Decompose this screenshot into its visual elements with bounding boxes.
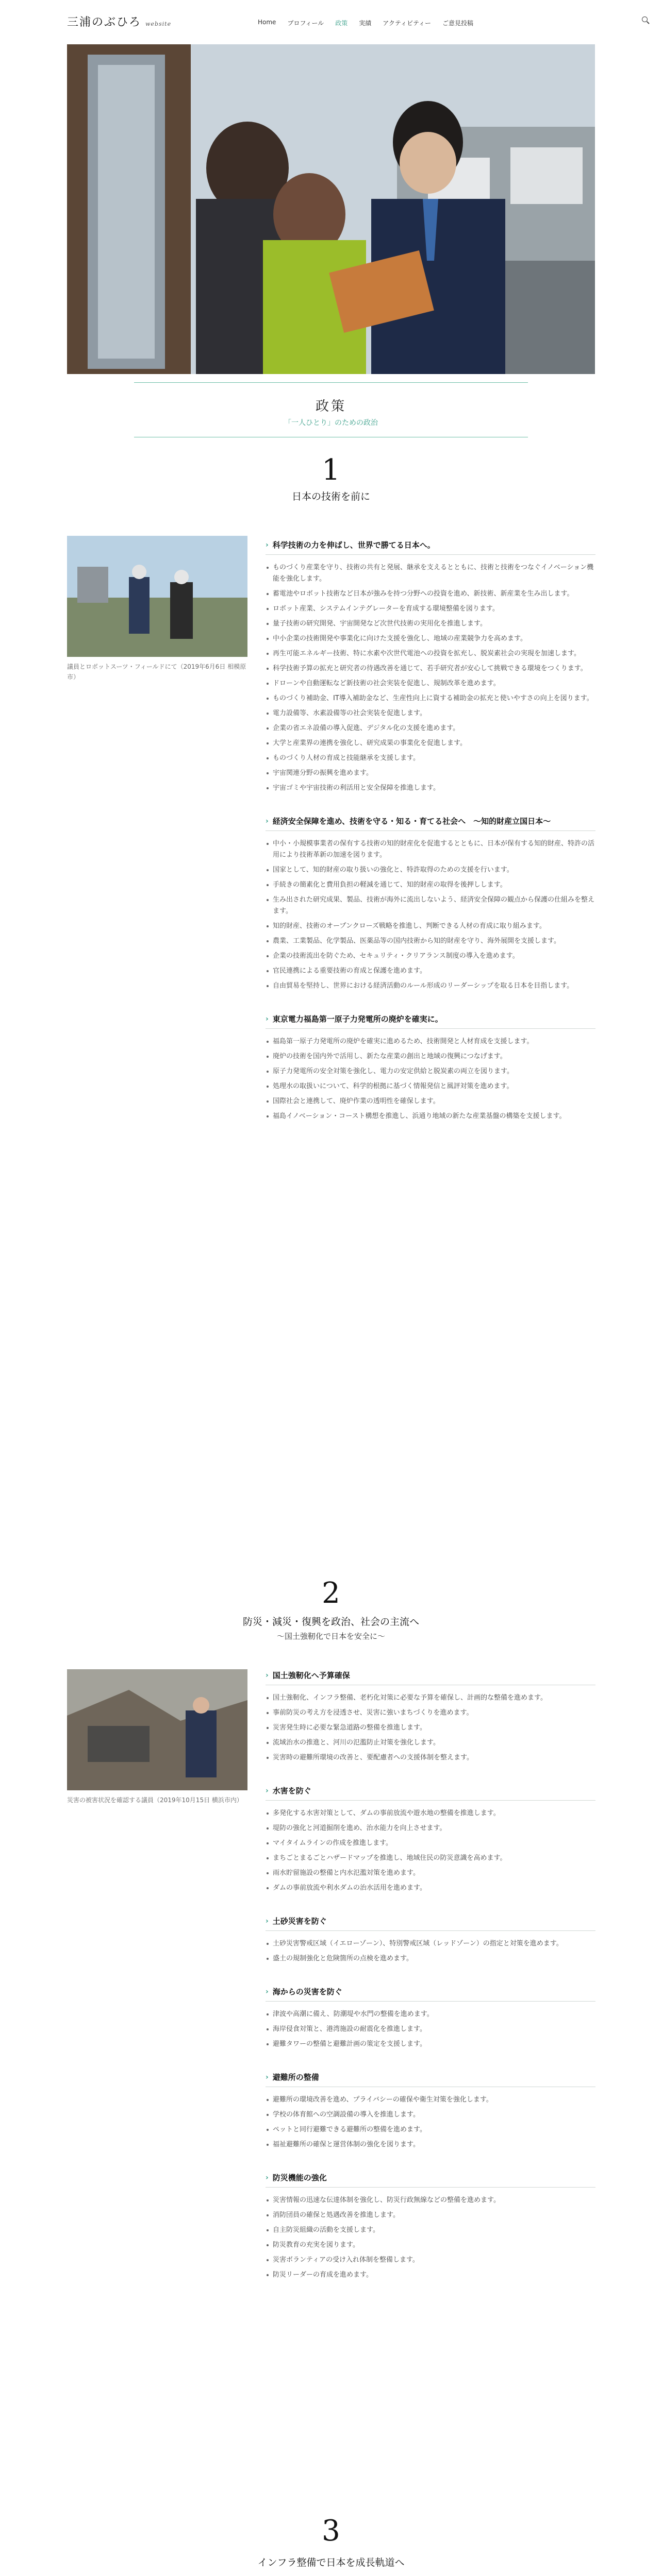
policy-item: ドローンや自動運転など新技術の社会実装を促進し、規制改革を進めます。 (266, 678, 595, 689)
policy-item: 福祉避難所の確保と運営体制の強化を図ります。 (266, 2139, 595, 2150)
title-top-rule (134, 382, 528, 383)
policy-item: 学校の体育館への空調設備の導入を推進します。 (266, 2109, 595, 2121)
policy-item: 防災教育の充実を図ります。 (266, 2240, 595, 2251)
logo-text: 三浦のぶひろ (67, 16, 142, 29)
chevron-right-icon: › (266, 817, 269, 825)
section-1-title-text: 日本の技術を前に (291, 491, 370, 502)
heading-divider (266, 2001, 595, 2002)
policy-heading: › 国土強靭化へ予算確保 (266, 1669, 595, 1682)
policy-heading: › 防災機能の強化 (266, 2172, 595, 2184)
policy-item: 防災リーダーの育成を進めます。 (266, 2269, 595, 2281)
policy-item: ロボット産業、システムインテグレーターを育成する環境整備を図ります。 (266, 603, 595, 615)
section-1-title (0, 489, 662, 504)
section-2-caption: 災害の被害状況を確認する議員（2019年10月15日 横浜市内） (67, 1797, 243, 1804)
nav-activity[interactable]: アクティビティー (383, 20, 432, 27)
policy-heading: › 避難所の整備 (266, 2071, 595, 2083)
page-subtitle: 「一人ひとり」のための政治 (284, 419, 378, 427)
policy-item: ペットと同行避難できる避難所の整備を進めます。 (266, 2124, 595, 2136)
policy-item: マイタイムラインの作成を推進します。 (266, 1838, 595, 1849)
policy-heading: › 東京電力福島第一原子力発電所の廃炉を確実に。 (266, 1013, 595, 1025)
policy-item: 生み出された研究成果、製品、技術が海外に流出しないよう、経済安全保障の観点から保護の仕組みを整えます。 (266, 894, 595, 917)
heading-divider (266, 1930, 595, 1931)
policy-item: 量子技術の研究開発、宇宙開発など次世代技術の実用化を推進します。 (266, 618, 595, 630)
section-1-caption: 議員とロボットスーツ・フィールドにて（2019年6月6日 相模原市） (67, 663, 246, 681)
section-1-number: 1 (322, 453, 340, 487)
section-2-title (0, 1615, 662, 1643)
policy-item: 宇宙関連分野の振興を進めます。 (266, 768, 595, 779)
policy-item: 多発化する水害対策として、ダムの事前放流や遊水地の整備を推進します。 (266, 1808, 595, 1819)
hero-photo (67, 44, 595, 374)
section-3-title-text: インフラ整備で日本を成長軌道へ (257, 2557, 405, 2568)
policy-item: 避難所の環境改善を進め、プライバシーの確保や衛生対策を強化します。 (266, 2094, 595, 2106)
policy-item: 官民連携による重要技術の育成と保護を進めます。 (266, 965, 595, 977)
policy-item: 福島イノベーション・コースト構想を推進し、浜通り地域の新たな産業基盤の構築を支援します。 (266, 1111, 595, 1122)
policy-item: 事前防災の考え方を浸透させ、災害に強いまちづくりを進めます。 (266, 1707, 595, 1719)
section-2-policies (266, 1665, 595, 2284)
policy-item: 原子力発電所の安全対策を強化し、電力の安定供給と脱炭素の両立を図ります。 (266, 1066, 595, 1077)
policy-item: 堤防の強化と河道掘削を進め、治水能力を向上させます。 (266, 1823, 595, 1834)
policy-item: 農業、工業製品、化学製品、医薬品等の国内技術から知的財産を守り、海外展開を支援します。 (266, 936, 595, 947)
policy-item: 手続きの簡素化と費用負担の軽減を通じて、知的財産の取得を後押しします。 (266, 879, 595, 891)
main-nav (258, 19, 473, 27)
section-2-subtitle: 〜国土強靭化で日本を安全に〜 (276, 1632, 385, 1641)
policy-item: 国土強靭化、インフラ整備、老朽化対策に必要な予算を確保し、計画的な整備を進めます。 (266, 1692, 595, 1704)
section-1-policies (266, 535, 595, 1126)
site-header (0, 0, 662, 41)
policy-item: まちごとまるごとハザードマップを推進し、地域住民の防災意識を高めます。 (266, 1853, 595, 1864)
nav-profile[interactable]: プロフィール (287, 20, 324, 27)
policy-item: 企業の省エネ設備の導入促進、デジタル化の支援を進めます。 (266, 723, 595, 734)
nav-achievements[interactable]: 実績 (359, 20, 372, 27)
chevron-right-icon: › (266, 1988, 269, 1996)
heading-divider (266, 2187, 595, 2188)
policy-item: 流域治水の推進と、河川の氾濫防止対策を強化します。 (266, 1737, 595, 1749)
section-2-photo (67, 1669, 247, 1790)
nav-policy[interactable]: 政策 (335, 20, 348, 27)
policy-heading: › 水害を防ぐ (266, 1785, 595, 1797)
heading-divider (266, 554, 595, 555)
policy-item: 蓄電池やロボット技術など日本が強みを持つ分野への投資を進め、新技術、新産業を生み出します。 (266, 588, 595, 600)
policy-item: 土砂災害警戒区域（イエローゾーン）、特別警戒区域（レッドゾーン）の指定と対策を進めます。 (266, 1938, 595, 1950)
policy-item: ものづくり補助金、IT導入補助金など、生産性向上に資する補助金の拡充と使いやすさの向上を図ります。 (266, 693, 595, 704)
heading-divider (266, 1800, 595, 1801)
policy-item: ダムの事前放流や利水ダムの治水活用を進めます。 (266, 1883, 595, 1894)
chevron-right-icon: › (266, 1917, 269, 1925)
chevron-right-icon: › (266, 1015, 269, 1023)
page-title: 政策 (315, 399, 346, 414)
policy-item: 盛土の規制強化と危険箇所の点検を進めます。 (266, 1953, 595, 1964)
logo-sub: website (145, 21, 172, 27)
section-2-title-text: 防災・減災・復興を政治、社会の主流へ (242, 1616, 419, 1628)
search-icon[interactable] (642, 16, 650, 25)
policy-item: 福島第一原子力発電所の廃炉を確実に進めるため、技術開発と人材育成を支援します。 (266, 1036, 595, 1047)
policy-item: 中小企業の技術開発や事業化に向けた支援を強化し、地域の産業競争力を高めます。 (266, 633, 595, 645)
policy-item: 電力設備等、水素設備等の社会実装を促進します。 (266, 708, 595, 719)
policy-heading: › 海からの災害を防ぐ (266, 1986, 595, 1998)
policy-item: 国際社会と連携して、廃炉作業の透明性を確保します。 (266, 1096, 595, 1107)
policy-item: 廃炉の技術を国内外で活用し、新たな産業の創出と地域の復興につなげます。 (266, 1051, 595, 1062)
policy-item: 自主防災組織の活動を支援します。 (266, 2225, 595, 2236)
site-logo[interactable] (67, 13, 171, 29)
policy-item: ものづくり産業を守り、技術の共有と発展、継承を支えるとともに、技術と技術をつなぐイノベーション機能を強化します。 (266, 562, 595, 585)
policy-heading: › 経済安全保障を進め、技術を守る・知る・育てる社会へ 〜知的財産立国日本〜 (266, 815, 595, 827)
heading-divider (266, 1028, 595, 1029)
policy-item: 避難タワーの整備と避難計画の策定を支援します。 (266, 2039, 595, 2050)
policy-item: 処理水の取扱いについて、科学的根拠に基づく情報発信と風評対策を進めます。 (266, 1081, 595, 1092)
section-1-photo (67, 536, 247, 657)
policy-item: ものづくり人材の育成と技能継承を支援します。 (266, 753, 595, 764)
policy-item: 企業の技術流出を防ぐため、セキュリティ・クリアランス制度の導入を進めます。 (266, 951, 595, 962)
policy-item: 大学と産業界の連携を強化し、研究成果の事業化を促進します。 (266, 738, 595, 749)
policy-item: 海岸侵食対策と、港湾施設の耐震化を推進します。 (266, 2024, 595, 2035)
policy-item: 災害時の避難所環境の改善と、要配慮者への支援体制を整えます。 (266, 1752, 595, 1764)
policy-item: 再生可能エネルギー技術、特に水素や次世代電池への投資を拡充し、脱炭素社会の実現を加速します。 (266, 648, 595, 659)
policy-item: 消防団員の確保と処遇改善を推進します。 (266, 2210, 595, 2221)
section-2-number: 2 (322, 1577, 340, 1610)
policy-item: 自由貿易を堅持し、世界における経済活動のルール形成のリーダーシップを取る日本を目指します。 (266, 980, 595, 992)
nav-opinion[interactable]: ご意見投稿 (442, 20, 474, 27)
policy-item: 国家として、知的財産の取り扱いの強化と、特許取得のための支援を行います。 (266, 865, 595, 876)
policy-item: 科学技術予算の拡充と研究者の待遇改善を通じて、若手研究者が安心して挑戦できる環境をつくります。 (266, 663, 595, 674)
chevron-right-icon: › (266, 2073, 269, 2081)
chevron-right-icon: › (266, 1671, 269, 1680)
chevron-right-icon: › (266, 1787, 269, 1795)
chevron-right-icon: › (266, 2174, 269, 2182)
policy-heading: › 土砂災害を防ぐ (266, 1915, 595, 1927)
policy-item: 津波や高潮に備え、防潮堤や水門の整備を進めます。 (266, 2009, 595, 2020)
section-3-title (0, 2555, 662, 2570)
policy-item: 中小・小規模事業者の保有する技術の知的財産化を促進するとともに、日本が保有する知的財産、特許の活用により技術革新の加速を図ります。 (266, 838, 595, 861)
policy-item: 災害ボランティアの受け入れ体制を整備します。 (266, 2255, 595, 2266)
policy-item: 雨水貯留施設の整備と内水氾濫対策を進めます。 (266, 1868, 595, 1879)
chevron-right-icon: › (266, 541, 269, 549)
policy-item: 宇宙ゴミや宇宙技術の利活用と安全保障を推進します。 (266, 783, 595, 794)
section-3-number: 3 (322, 2514, 340, 2548)
nav-home[interactable]: Home (258, 19, 276, 26)
policy-item: 知的財産、技術のオープンクローズ戦略を推進し、判断できる人材の育成に取り組みます。 (266, 921, 595, 932)
policy-item: 災害発生時に必要な緊急道路の整備を推進します。 (266, 1722, 595, 1734)
policy-heading: › 科学技術の力を伸ばし、世界で勝てる日本へ。 (266, 539, 595, 551)
policy-item: 災害情報の迅速な伝達体制を強化し、防災行政無線などの整備を進めます。 (266, 2195, 595, 2206)
